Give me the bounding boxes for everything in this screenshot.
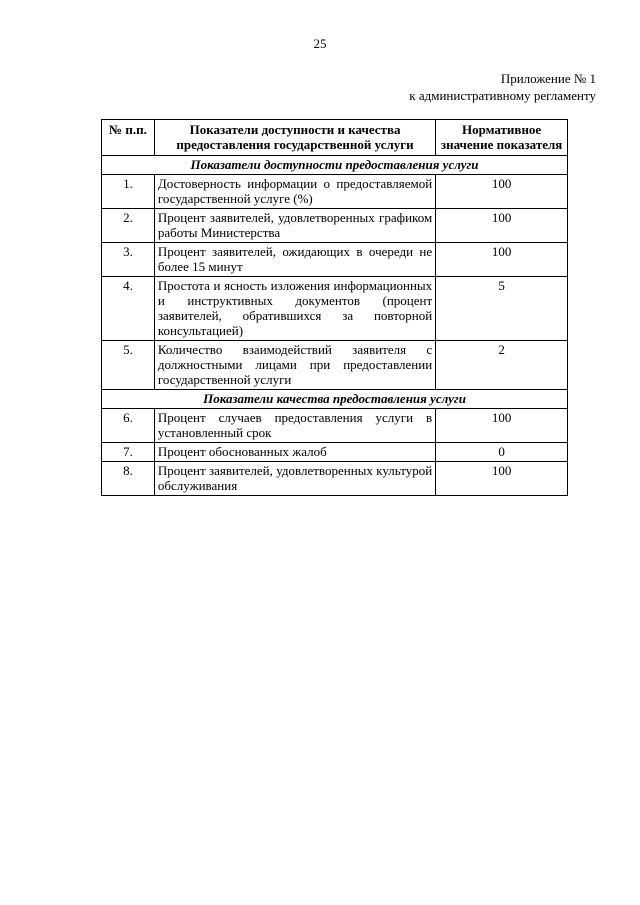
row-value: 0 — [436, 443, 568, 462]
appendix-caption — [409, 70, 596, 104]
header-indicator: Показатели доступности и качества предоставления государственной услуги — [154, 120, 435, 156]
row-value: 100 — [436, 209, 568, 243]
indicators-table — [101, 119, 568, 496]
row-value: 100 — [436, 243, 568, 277]
row-value: 100 — [436, 175, 568, 209]
section-title: Показатели доступности предоставления услуги — [102, 156, 568, 175]
row-number: 1. — [102, 175, 155, 209]
row-number: 2. — [102, 209, 155, 243]
table-header-row — [102, 120, 568, 156]
row-number: 5. — [102, 341, 155, 390]
row-number: 8. — [102, 462, 155, 496]
table-row — [102, 443, 568, 462]
row-value: 100 — [436, 409, 568, 443]
row-value: 2 — [436, 341, 568, 390]
row-number: 3. — [102, 243, 155, 277]
header-value: Нормативное значение показателя — [436, 120, 568, 156]
row-indicator: Количество взаимодействий заявителя с должностными лицами при предоставлении государственной услуги — [154, 341, 435, 390]
table-row — [102, 277, 568, 341]
table-row — [102, 175, 568, 209]
table-row — [102, 409, 568, 443]
row-indicator: Процент заявителей, удовлетворенных культурой обслуживания — [154, 462, 435, 496]
table-row — [102, 341, 568, 390]
section-title: Показатели качества предоставления услуги — [102, 390, 568, 409]
row-number: 4. — [102, 277, 155, 341]
row-value: 100 — [436, 462, 568, 496]
row-value: 5 — [436, 277, 568, 341]
row-indicator: Простота и ясность изложения информационных и инструктивных документов (процент заявителей, обратившихся за повторной консультацией) — [154, 277, 435, 341]
row-indicator: Достоверность информации о предоставляемой государственной услуге (%) — [154, 175, 435, 209]
row-number: 6. — [102, 409, 155, 443]
section-row-quality — [102, 390, 568, 409]
appendix-line-1: Приложение № 1 — [500, 71, 596, 86]
row-indicator: Процент заявителей, ожидающих в очереди не более 15 минут — [154, 243, 435, 277]
table-row — [102, 462, 568, 496]
appendix-line-2: к административному регламенту — [409, 88, 596, 103]
row-indicator: Процент заявителей, удовлетворенных графиком работы Министерства — [154, 209, 435, 243]
row-number: 7. — [102, 443, 155, 462]
table-row — [102, 243, 568, 277]
table-row — [102, 209, 568, 243]
section-row-availability — [102, 156, 568, 175]
row-indicator: Процент случаев предоставления услуги в установленный срок — [154, 409, 435, 443]
header-number: № п.п. — [102, 120, 155, 156]
page-number: 25 — [313, 36, 327, 51]
row-indicator: Процент обоснованных жалоб — [154, 443, 435, 462]
